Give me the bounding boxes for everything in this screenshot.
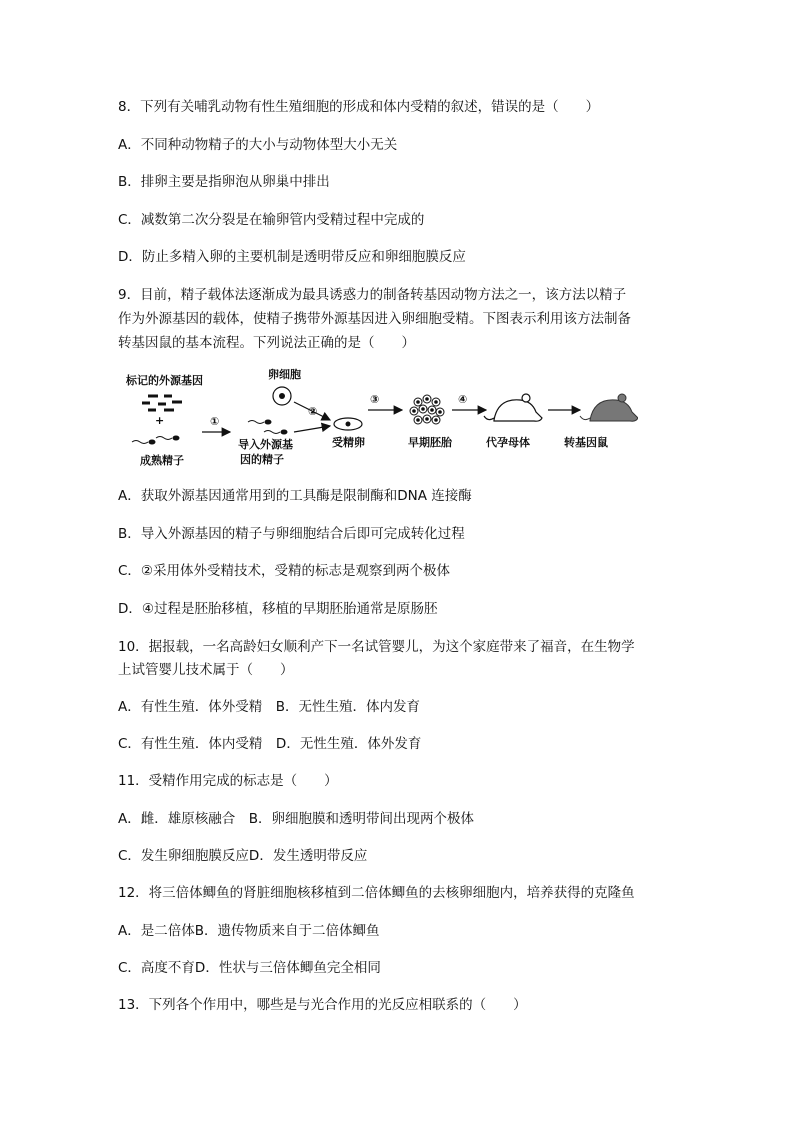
step-3-label: ③ [370, 393, 380, 406]
egg-cell-label: 卵细胞 [268, 368, 301, 381]
q8-option-c: C．减数第二次分裂是在输卵管内受精过程中完成的 [118, 212, 425, 228]
sperm-with-gene-icon [248, 420, 287, 434]
surrogate-mother-label: 代孕母体 [486, 436, 530, 449]
q12-options-ab: A．是二倍体B．遗传物质来自于二倍体鲫鱼 [118, 923, 380, 939]
q9-option-a: A．获取外源基因通常用到的工具酶是限制酶和DNA 连接酶 [118, 488, 472, 504]
q10-options-cd: C．有性生殖．体内受精 D．无性生殖．体外发育 [118, 736, 422, 752]
q10-stem-line1: 10．据报载，一名高龄妇女顺利产下一名试管婴儿，为这个家庭带来了福音，在生物学 [118, 639, 635, 655]
q8-option-b: B．排卵主要是指卵泡从卵巢中排出 [118, 174, 330, 190]
q12-options-cd: C．高度不育D．性状与三倍体鲫鱼完全相同 [118, 960, 381, 976]
q11-stem: 11．受精作用完成的标志是（ ） [118, 773, 338, 789]
q9-stem-line3: 转基因鼠的基本流程。下列说法正确的是（ ） [118, 335, 415, 351]
q9-stem-line1: 9．目前，精子载体法逐渐成为最具诱惑力的制备转基因动物方法之一，该方法以精子 [118, 287, 627, 303]
q11-options-cd: C．发生卵细胞膜反应D．发生透明带反应 [118, 848, 368, 864]
mature-sperm-label: 成熟精子 [140, 454, 184, 467]
q12-stem: 12．将三倍体鲫鱼的肾脏细胞核移植到二倍体鲫鱼的去核卵细胞内，培养获得的克隆鱼 [118, 885, 635, 901]
early-embryo-icon [410, 395, 444, 424]
marked-gene-label: 标记的外源基因 [126, 374, 203, 387]
mature-sperm-icon [132, 436, 179, 444]
q9-stem-line2: 作为外源基因的载体，使精子携带外源基因进入卵细胞受精。下图表示利用该方法制备 [118, 311, 631, 327]
q13-stem: 13．下列各个作用中，哪些是与光合作用的光反应相联系的（ ） [118, 997, 527, 1013]
transgenic-mouse-flow-diagram [118, 362, 638, 474]
q9-option-b: B．导入外源基因的精子与卵细胞结合后即可完成转化过程 [118, 526, 465, 542]
zygote-label: 受精卵 [332, 436, 365, 449]
plus-sign: + [155, 414, 165, 427]
q8-stem: 8．下列有关哺乳动物有性生殖细胞的形成和体内受精的叙述，错误的是（ ） [118, 99, 600, 115]
q11-options-ab: A．雌．雄原核融合 B．卵细胞膜和透明带间出现两个极体 [118, 811, 474, 827]
q10-stem-line2: 上试管婴儿技术属于（ ） [118, 662, 294, 678]
q8-option-d: D．防止多精入卵的主要机制是透明带反应和卵细胞膜反应 [118, 249, 466, 265]
step-1-label: ① [210, 415, 220, 428]
egg-cell-icon [273, 387, 291, 405]
zygote-icon [334, 418, 362, 430]
step-2-label: ② [308, 405, 318, 418]
q10-options-ab: A．有性生殖．体外受精 B．无性生殖．体内发育 [118, 699, 420, 715]
sperm-with-gene-label-1: 导入外源基 [238, 438, 293, 451]
step-4-label: ④ [458, 393, 468, 406]
q9-option-d: D．④过程是胚胎移植，移植的早期胚胎通常是原肠胚 [118, 601, 438, 617]
surrogate-mouse-icon [484, 394, 542, 421]
q9-option-c: C．②采用体外受精技术，受精的标志是观察到两个极体 [118, 563, 451, 579]
gene-fragments-icon [142, 396, 182, 410]
sperm-with-gene-label-2: 因的精子 [240, 453, 284, 466]
transgenic-mouse-icon [580, 394, 638, 421]
early-embryo-label: 早期胚胎 [408, 436, 452, 449]
transgenic-mouse-label: 转基因鼠 [564, 436, 608, 449]
q8-option-a: A．不同种动物精子的大小与动物体型大小无关 [118, 137, 398, 153]
